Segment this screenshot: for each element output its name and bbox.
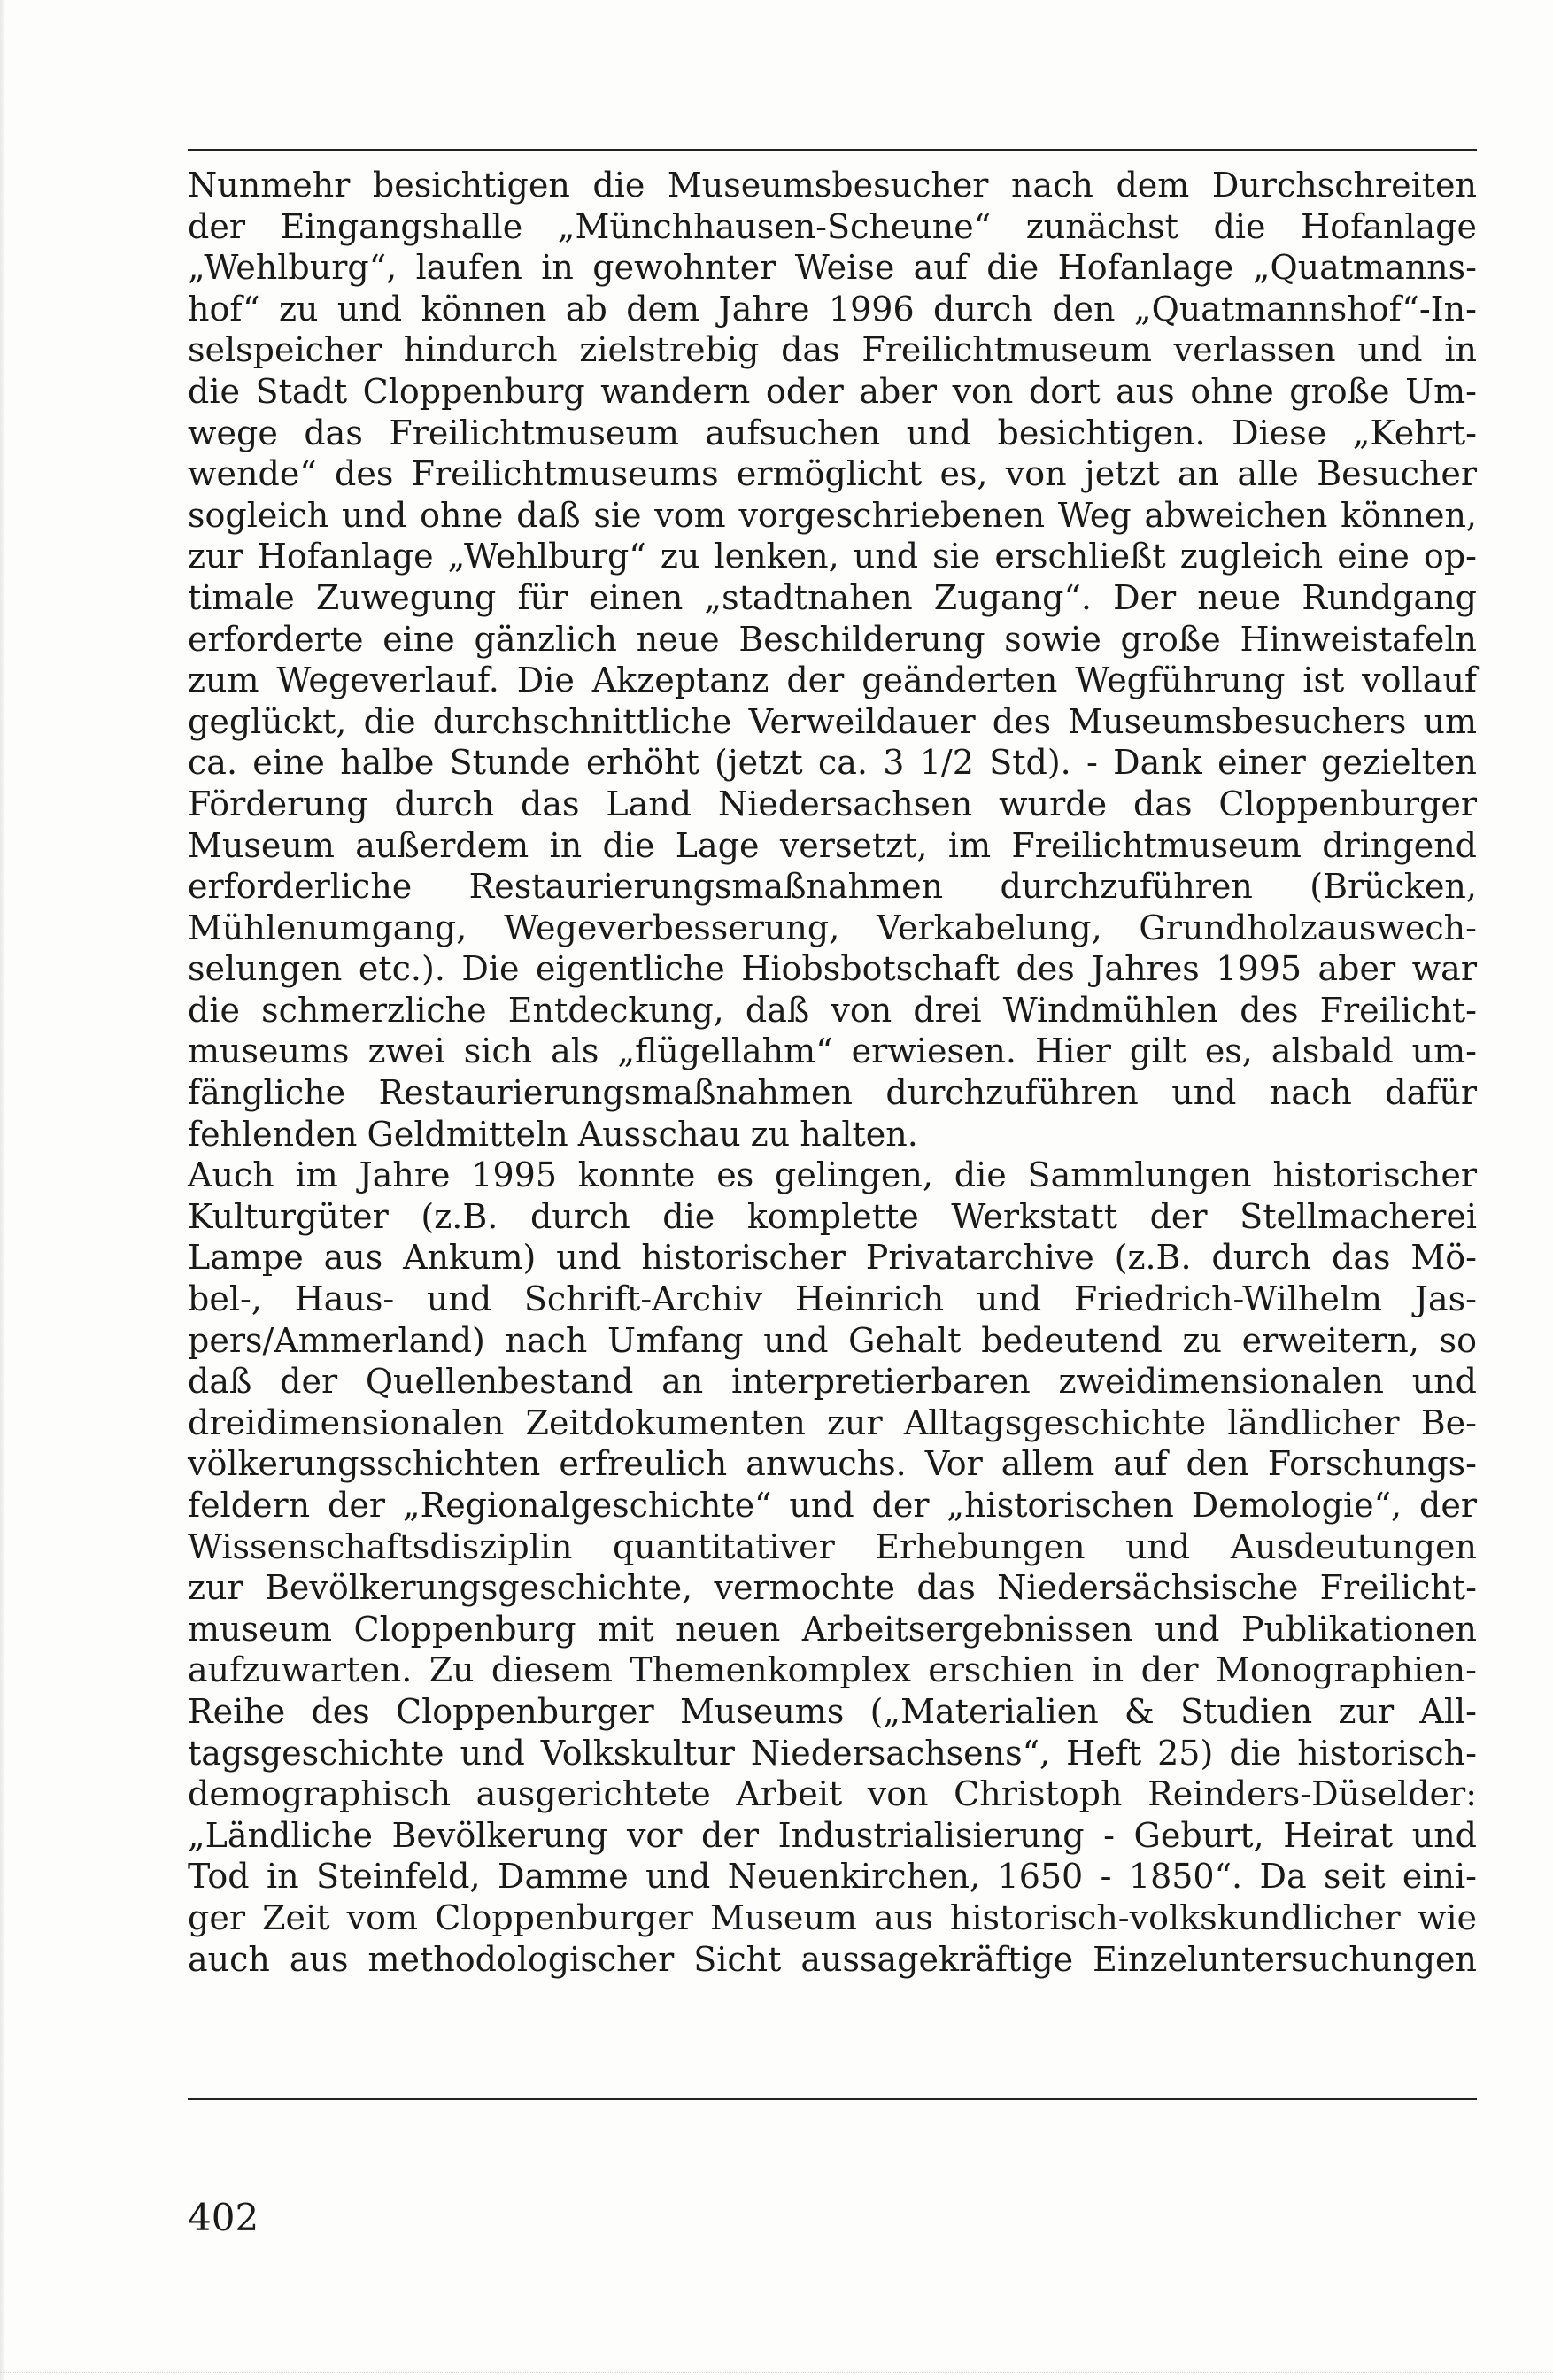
text-line: erforderte eine gänzlich neue Beschilderung sowie große Hinweistafeln (188, 619, 1477, 659)
text-line: die Stadt Cloppenburg wandern oder aber von dort aus ohne große Um- (188, 371, 1477, 411)
text-line: feldern der „Regionalgeschichte“ und der „historischen Demologie“, der (188, 1486, 1477, 1525)
text-line: pers/Ammerland) nach Umfang und Gehalt bedeutend zu erweitern, so (188, 1320, 1477, 1360)
text-line: zur Bevölkerungsgeschichte, vermochte das Niedersächsische Freilicht- (188, 1568, 1477, 1608)
paragraph (188, 165, 1477, 1155)
text-line: fängliche Restaurierungsmaßnahmen durchzuführen und nach dafür (188, 1073, 1477, 1113)
text-line: Tod in Steinfeld, Damme und Neuenkirchen, 1650 - 1850“. Da seit eini- (188, 1857, 1477, 1897)
text-line: Wissenschaftsdisziplin quantitativer Erhebungen und Ausdeutungen (188, 1526, 1477, 1566)
text-line: auch aus methodologischer Sicht aussagekräftige Einzeluntersuchungen (188, 1939, 1477, 1979)
text-line: timale Zuwegung für einen „stadtnahen Zugang“. Der neue Rundgang (188, 577, 1477, 617)
body-text (188, 165, 1477, 1980)
text-line: demographisch ausgerichtete Arbeit von Christoph Reinders-Düselder: (188, 1774, 1477, 1814)
bottom-rule (188, 2098, 1477, 2100)
scan-border (0, 2372, 1553, 2380)
text-line: Förderung durch das Land Niedersachsen wurde das Cloppenburger (188, 784, 1477, 823)
text-line: „Ländliche Bevölkerung vor der Industrialisierung - Geburt, Heirat und (188, 1815, 1477, 1855)
text-line: ca. eine halbe Stunde erhöht (jetzt ca. 3 1/2 Std). - Dank einer gezielten (188, 743, 1477, 783)
page-number: 402 (188, 2196, 259, 2239)
text-line: tagsgeschichte und Volkskultur Niedersachsens“, Heft 25) die historisch- (188, 1733, 1477, 1773)
text-line: „Wehlburg“, laufen in gewohnter Weise auf die Hofanlage „Quatmanns- (188, 248, 1477, 288)
text-line: dreidimensionalen Zeitdokumenten zur Alltagsgeschichte ländlicher Be- (188, 1402, 1477, 1442)
top-rule (188, 149, 1477, 151)
text-line: Reihe des Cloppenburger Museums („Materialien & Studien zur All- (188, 1691, 1477, 1731)
text-line: die schmerzliche Entdeckung, daß von drei Windmühlen des Freilicht- (188, 990, 1477, 1030)
text-line: zur Hofanlage „Wehlburg“ zu lenken, und sie erschließt zugleich eine op- (188, 537, 1477, 576)
text-line: museum Cloppenburg mit neuen Arbeitsergebnissen und Publikationen (188, 1609, 1477, 1649)
text-line: ger Zeit vom Cloppenburger Museum aus historisch-volkskundlicher wie (188, 1897, 1477, 1937)
text-line: geglückt, die durchschnittliche Verweildauer des Museumsbesuchers um (188, 701, 1477, 741)
text-line: wege das Freilichtmuseum aufsuchen und besichtigen. Diese „Kehrt- (188, 413, 1477, 452)
text-line: zum Wegeverlauf. Die Akzeptanz der geänderten Wegführung ist vollauf (188, 661, 1477, 700)
text-line: Museum außerdem in die Lage versetzt, im Freilichtmuseum dringend (188, 825, 1477, 865)
text-line: bel-, Haus- und Schrift-Archiv Heinrich und Friedrich-Wilhelm Jas- (188, 1279, 1477, 1319)
text-line: hof“ zu und können ab dem Jahre 1996 durch den „Quatmannshof“-In- (188, 289, 1477, 328)
paragraph (188, 1155, 1477, 1980)
text-line: fehlenden Geldmitteln Ausschau zu halten. (188, 1114, 918, 1154)
text-line: Nunmehr besichtigen die Museumsbesucher nach dem Durchschreiten (188, 166, 1477, 205)
text-line: aufzuwarten. Zu diesem Themenkomplex erschien in der Monographien- (188, 1650, 1477, 1690)
text-line: selungen etc.). Die eigentliche Hiobsbotschaft des Jahres 1995 aber war (188, 949, 1477, 989)
text-line: der Eingangshalle „Münchhausen-Scheune“ zunächst die Hofanlage (188, 206, 1477, 246)
text-line: selspeicher hindurch zielstrebig das Freilichtmuseum verlassen und in (188, 330, 1477, 370)
text-line: Auch im Jahre 1995 konnte es gelingen, die Sammlungen historischer (188, 1155, 1477, 1195)
scan-edge (0, 0, 5, 2380)
text-line: Mühlenumgang, Wegeverbesserung, Verkabelung, Grundholzauswech- (188, 908, 1477, 947)
text-line: museums zwei sich als „flügellahm“ erwiesen. Hier gilt es, alsbald um- (188, 1032, 1477, 1071)
text-line: wende“ des Freilichtmuseums ermöglicht es, von jetzt an alle Besucher (188, 454, 1477, 494)
text-line: daß der Quellenbestand an interpretierbaren zweidimensionalen und (188, 1362, 1477, 1402)
text-line: Lampe aus Ankum) und historischer Privatarchive (z.B. durch das Mö- (188, 1238, 1477, 1278)
text-line: Kulturgüter (z.B. durch die komplette Werkstatt der Stellmacherei (188, 1196, 1477, 1236)
text-line: erforderliche Restaurierungsmaßnahmen durchzuführen (Brücken, (188, 867, 1477, 907)
text-line: völkerungsschichten erfreulich anwuchs. Vor allem auf den Forschungs- (188, 1444, 1477, 1484)
text-line: sogleich und ohne daß sie vom vorgeschriebenen Weg abweichen können, (188, 495, 1477, 535)
